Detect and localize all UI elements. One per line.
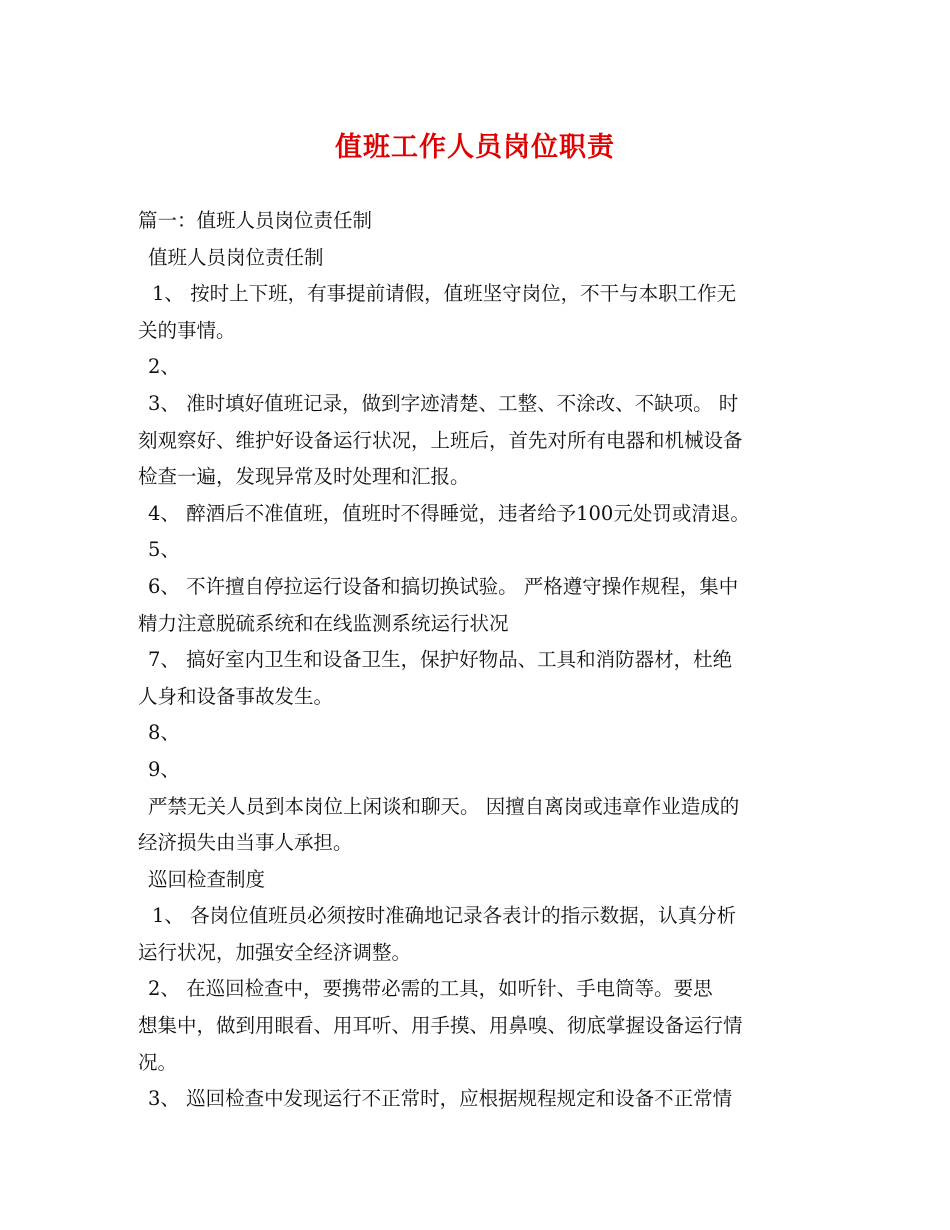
- paragraph-line: 关的事情。: [138, 318, 236, 342]
- paragraph-line: 刻观察好、维护好设备运行状况，上班后，首先对所有电器和机械设备: [138, 428, 743, 452]
- document-title: 值班工作人员岗位职责: [335, 132, 615, 163]
- paragraph-line: 1、 各岗位值班员必须按时准确地记录各表计的指示数据，认真分析: [152, 904, 737, 928]
- paragraph-line: 想集中，做到用眼看、用耳听、用手摸、用鼻嗅、彻底掌握设备运行情: [138, 1014, 743, 1038]
- subsection-heading: 巡回检查制度: [148, 867, 266, 891]
- paragraph-line: 3、 巡回检查中发现运行不正常时，应根据规程规定和设备不正常情: [148, 1087, 733, 1111]
- paragraph-line: 6、 不许擅自停拉运行设备和搞切换试验。 严格遵守操作规程，集中: [148, 574, 739, 598]
- paragraph-line: 2、: [148, 355, 180, 379]
- paragraph-line: 精力注意脱硫系统和在线监测系统运行状况: [138, 611, 509, 635]
- paragraph-line: 经济损失由当事人承担。: [138, 831, 353, 855]
- paragraph-line: 况。: [138, 1050, 178, 1074]
- paragraph-line: 4、 醉酒后不准值班，值班时不得睡觉，违者给予100元处罚或清退。: [148, 501, 750, 525]
- paragraph-line: 8、: [148, 721, 180, 745]
- section-heading: 篇一：值班人员岗位责任制: [138, 209, 373, 232]
- paragraph-line: 严禁无关人员到本岗位上闲谈和聊天。 因擅自离岗或违章作业造成的: [148, 794, 740, 818]
- paragraph-line: 人身和设备事故发生。: [138, 684, 334, 708]
- paragraph-line: 运行状况，加强安全经济调整。: [138, 940, 412, 964]
- document-body: [138, 203, 818, 1118]
- paragraph-line: 1、 按时上下班，有事提前请假，值班坚守岗位，不干与本职工作无: [152, 282, 737, 306]
- paragraph-line: 9、: [148, 757, 180, 781]
- subsection-heading: 值班人员岗位责任制: [148, 245, 324, 269]
- paragraph-line: 3、 准时填好值班记录，做到字迹清楚、工整、不涂改、不缺项。 时: [148, 391, 739, 415]
- paragraph-line: 5、: [148, 538, 180, 562]
- paragraph-line: 检查一遍，发现异常及时处理和汇报。: [138, 465, 470, 489]
- paragraph-line: 7、 搞好室内卫生和设备卫生，保护好物品、工具和消防器材，杜绝: [148, 648, 733, 672]
- paragraph-line: 2、 在巡回检查中，要携带必需的工具，如听针、手电筒等。要思: [148, 977, 713, 1001]
